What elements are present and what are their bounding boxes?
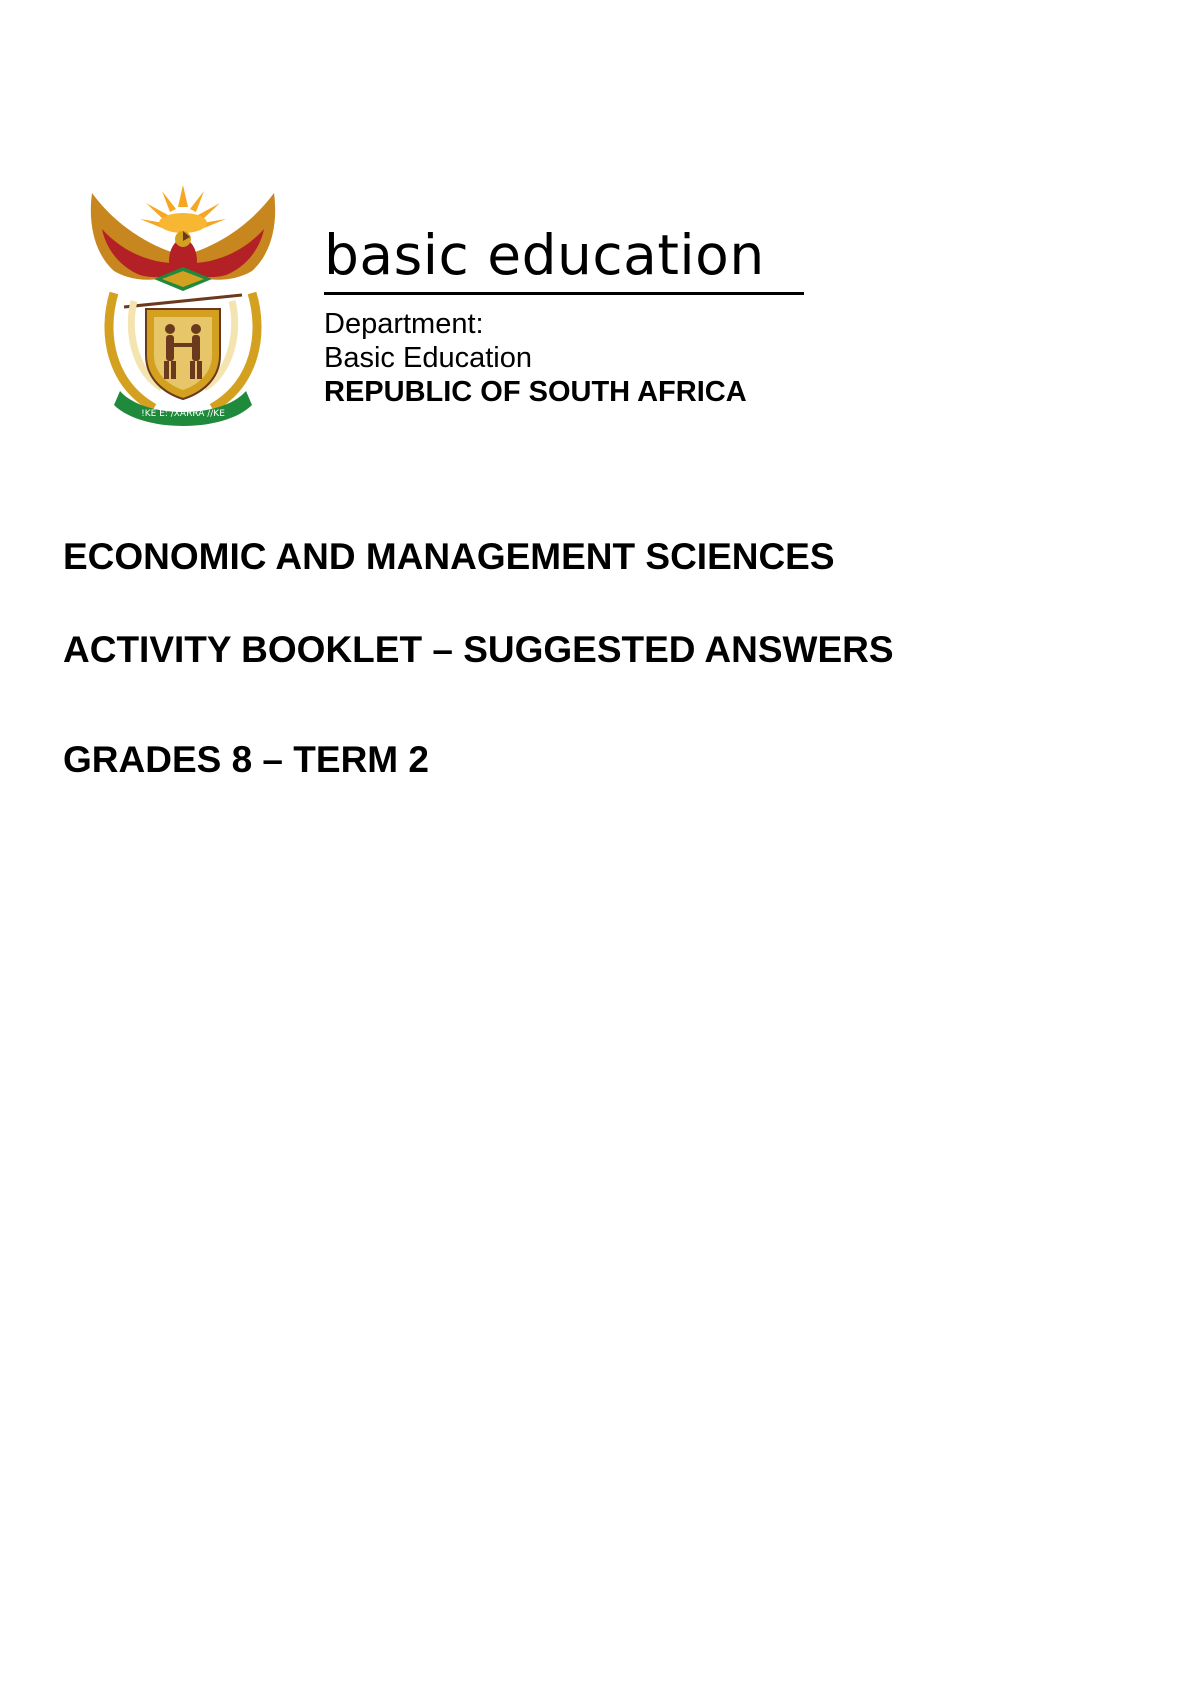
crest-motto: !KE E: /XARRA //KE: [141, 409, 225, 419]
booklet-title: ACTIVITY BOOKLET – SUGGESTED ANSWERS: [63, 629, 894, 670]
department-label: [324, 307, 804, 375]
brand-divider: [324, 292, 804, 295]
grade-term: GRADES 8 – TERM 2: [63, 739, 429, 780]
department-name: Basic Education: [324, 342, 532, 374]
brand-title: basic education: [324, 223, 765, 287]
department-label-text: Department:: [324, 308, 484, 340]
country-name: REPUBLIC OF SOUTH AFRICA: [324, 376, 747, 408]
department-branding: [324, 222, 804, 409]
coat-of-arms-icon: [84, 183, 282, 428]
subject-heading: ECONOMIC AND MANAGEMENT SCIENCES: [63, 536, 835, 577]
